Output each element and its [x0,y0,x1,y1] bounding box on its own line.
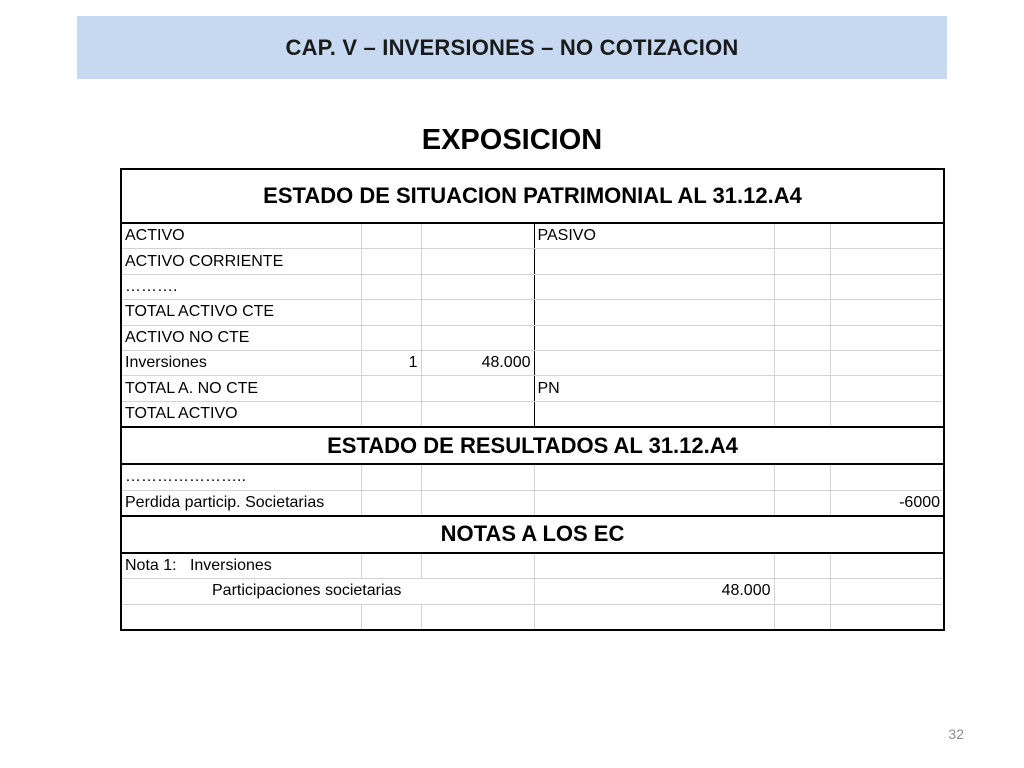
liability-label [534,274,774,299]
asset-amount [421,376,534,401]
liability-label [534,300,774,325]
table-row [121,325,944,350]
liability-note [774,223,830,249]
slide-title-bar [77,16,947,79]
table-row [121,401,944,427]
financial-statement-table [120,168,945,631]
asset-amount [421,223,534,249]
liability-amount [830,300,944,325]
table-row [121,223,944,249]
note-ref: 1 [361,350,421,375]
note-ref [361,401,421,427]
asset-amount: 48.000 [421,350,534,375]
liability-amount [830,401,944,427]
liability-label: PN [534,376,774,401]
results-value [830,464,944,490]
asset-amount [421,325,534,350]
liability-amount [830,249,944,274]
liability-label [534,350,774,375]
table-row [121,604,944,630]
notes-header-row [121,516,944,553]
balance-label: ACTIVO CORRIENTE [121,249,361,274]
note-ref [361,274,421,299]
slide-title: CAP. V – INVERSIONES – NO COTIZACION [285,34,739,60]
liability-amount [830,274,944,299]
table-row [121,350,944,375]
results-label: Perdida particip. Societarias [121,490,361,516]
results-header-row [121,427,944,464]
liability-label [534,325,774,350]
slide-subtitle: EXPOSICION [421,124,603,156]
balance-header-row [121,169,944,223]
balance-label: TOTAL A. NO CTE [121,376,361,401]
table-row [121,464,944,490]
liability-note [774,274,830,299]
table-row [121,579,944,604]
liability-note [774,350,830,375]
table-row [121,300,944,325]
table-row [121,274,944,299]
results-value: -6000 [830,490,944,516]
balance-header: ESTADO DE SITUACION PATRIMONIAL AL 31.12.A4 [121,169,944,223]
asset-amount [421,300,534,325]
liability-amount [830,376,944,401]
asset-amount [421,274,534,299]
liability-amount [830,223,944,249]
balance-label: ACTIVO NO CTE [121,325,361,350]
liability-amount [830,350,944,375]
page-number: 32 [948,726,964,742]
liability-note [774,249,830,274]
liability-label: PASIVO [534,223,774,249]
results-header: ESTADO DE RESULTADOS AL 31.12.A4 [121,427,944,464]
liability-note [774,401,830,427]
note-ref [361,325,421,350]
liability-label [534,249,774,274]
asset-amount [421,401,534,427]
note-ref [361,223,421,249]
liability-label [534,401,774,427]
note-title [121,553,361,579]
note-item-label: Participaciones societarias [121,579,534,604]
balance-label: ………. [121,274,361,299]
notes-header: NOTAS A LOS EC [121,516,944,553]
results-label: ………………….. [121,464,361,490]
note-title-label: Nota 1: [125,557,177,575]
balance-label: TOTAL ACTIVO [121,401,361,427]
table-row [121,249,944,274]
table-row [121,553,944,579]
asset-amount [421,249,534,274]
liability-note [774,325,830,350]
note-title-value: Inversiones [189,557,272,575]
balance-label: Inversiones [121,350,361,375]
liability-note [774,300,830,325]
balance-label: TOTAL ACTIVO CTE [121,300,361,325]
note-ref [361,376,421,401]
balance-label: ACTIVO [121,223,361,249]
note-ref [361,249,421,274]
liability-amount [830,325,944,350]
liability-note [774,376,830,401]
note-item-value: 48.000 [534,579,774,604]
note-ref [361,300,421,325]
table-row [121,376,944,401]
table-row [121,490,944,516]
